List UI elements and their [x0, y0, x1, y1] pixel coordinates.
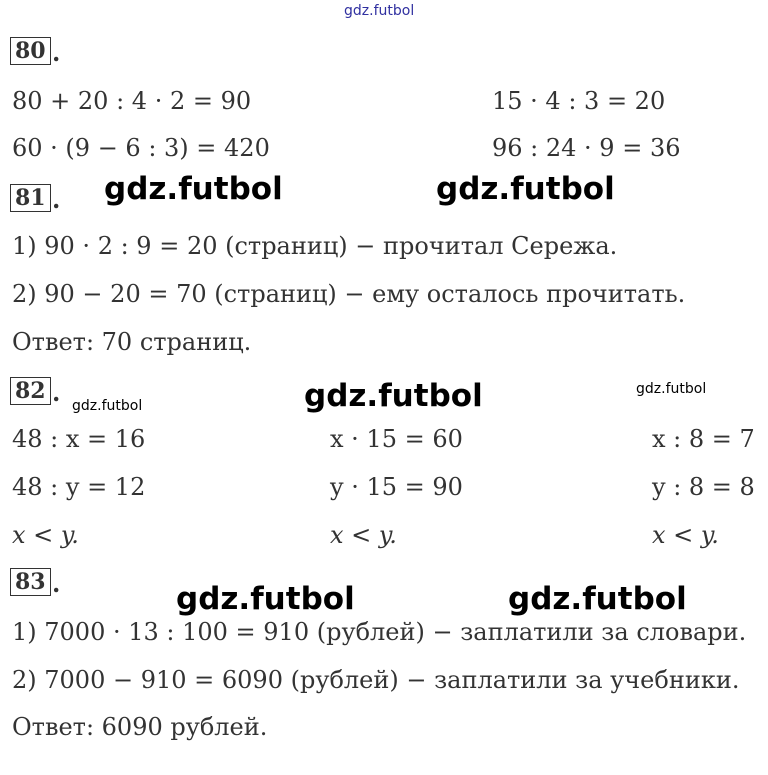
- watermark-small: gdz.futbol: [636, 381, 707, 397]
- solution-line: 2) 7000 − 910 = 6090 (рублей) − заплатили за учебники.: [12, 666, 740, 694]
- task-number-dot: .: [52, 38, 61, 67]
- solution-line: 2) 90 − 20 = 70 (страниц) − ему осталось прочитать.: [12, 280, 686, 308]
- watermark: gdz.futbol: [104, 171, 283, 207]
- watermark: gdz.futbol: [304, 378, 483, 414]
- equation-line: 48 : y = 12: [12, 473, 146, 501]
- equation-line: 60 · (9 − 6 : 3) = 420: [12, 134, 270, 162]
- solution-line: 1) 7000 · 13 : 100 = 910 (рублей) − заплатили за словари.: [12, 618, 747, 646]
- task-number-83: 83: [10, 568, 51, 596]
- task-number-dot: .: [52, 185, 61, 214]
- equation-line: y · 15 = 90: [330, 473, 463, 501]
- task-number-81: 81: [10, 184, 51, 212]
- equation-line: 96 : 24 · 9 = 36: [492, 134, 681, 162]
- equation-line: y : 8 = 8: [652, 473, 755, 501]
- watermark: gdz.futbol: [436, 171, 615, 207]
- watermark-top: gdz.futbol: [344, 3, 415, 19]
- answer-line: Ответ: 6090 рублей.: [12, 713, 268, 741]
- task-number-dot: .: [52, 378, 61, 407]
- comparison-line: x < y.: [652, 521, 719, 549]
- equation-line: x : 8 = 7: [652, 425, 755, 453]
- answer-line: Ответ: 70 страниц.: [12, 328, 252, 356]
- task-number-80: 80: [10, 37, 51, 65]
- equation-line: 15 · 4 : 3 = 20: [492, 87, 666, 115]
- task-number-dot: .: [52, 569, 61, 598]
- equation-line: 48 : x = 16: [12, 425, 146, 453]
- equation-line: x · 15 = 60: [330, 425, 463, 453]
- equation-line: 80 + 20 : 4 · 2 = 90: [12, 87, 252, 115]
- comparison-line: x < y.: [330, 521, 397, 549]
- task-number-82: 82: [10, 377, 51, 405]
- watermark: gdz.futbol: [176, 581, 355, 617]
- watermark-small: gdz.futbol: [72, 398, 143, 414]
- solution-line: 1) 90 · 2 : 9 = 20 (страниц) − прочитал Сережа.: [12, 232, 618, 260]
- watermark: gdz.futbol: [508, 581, 687, 617]
- comparison-line: x < y.: [12, 521, 79, 549]
